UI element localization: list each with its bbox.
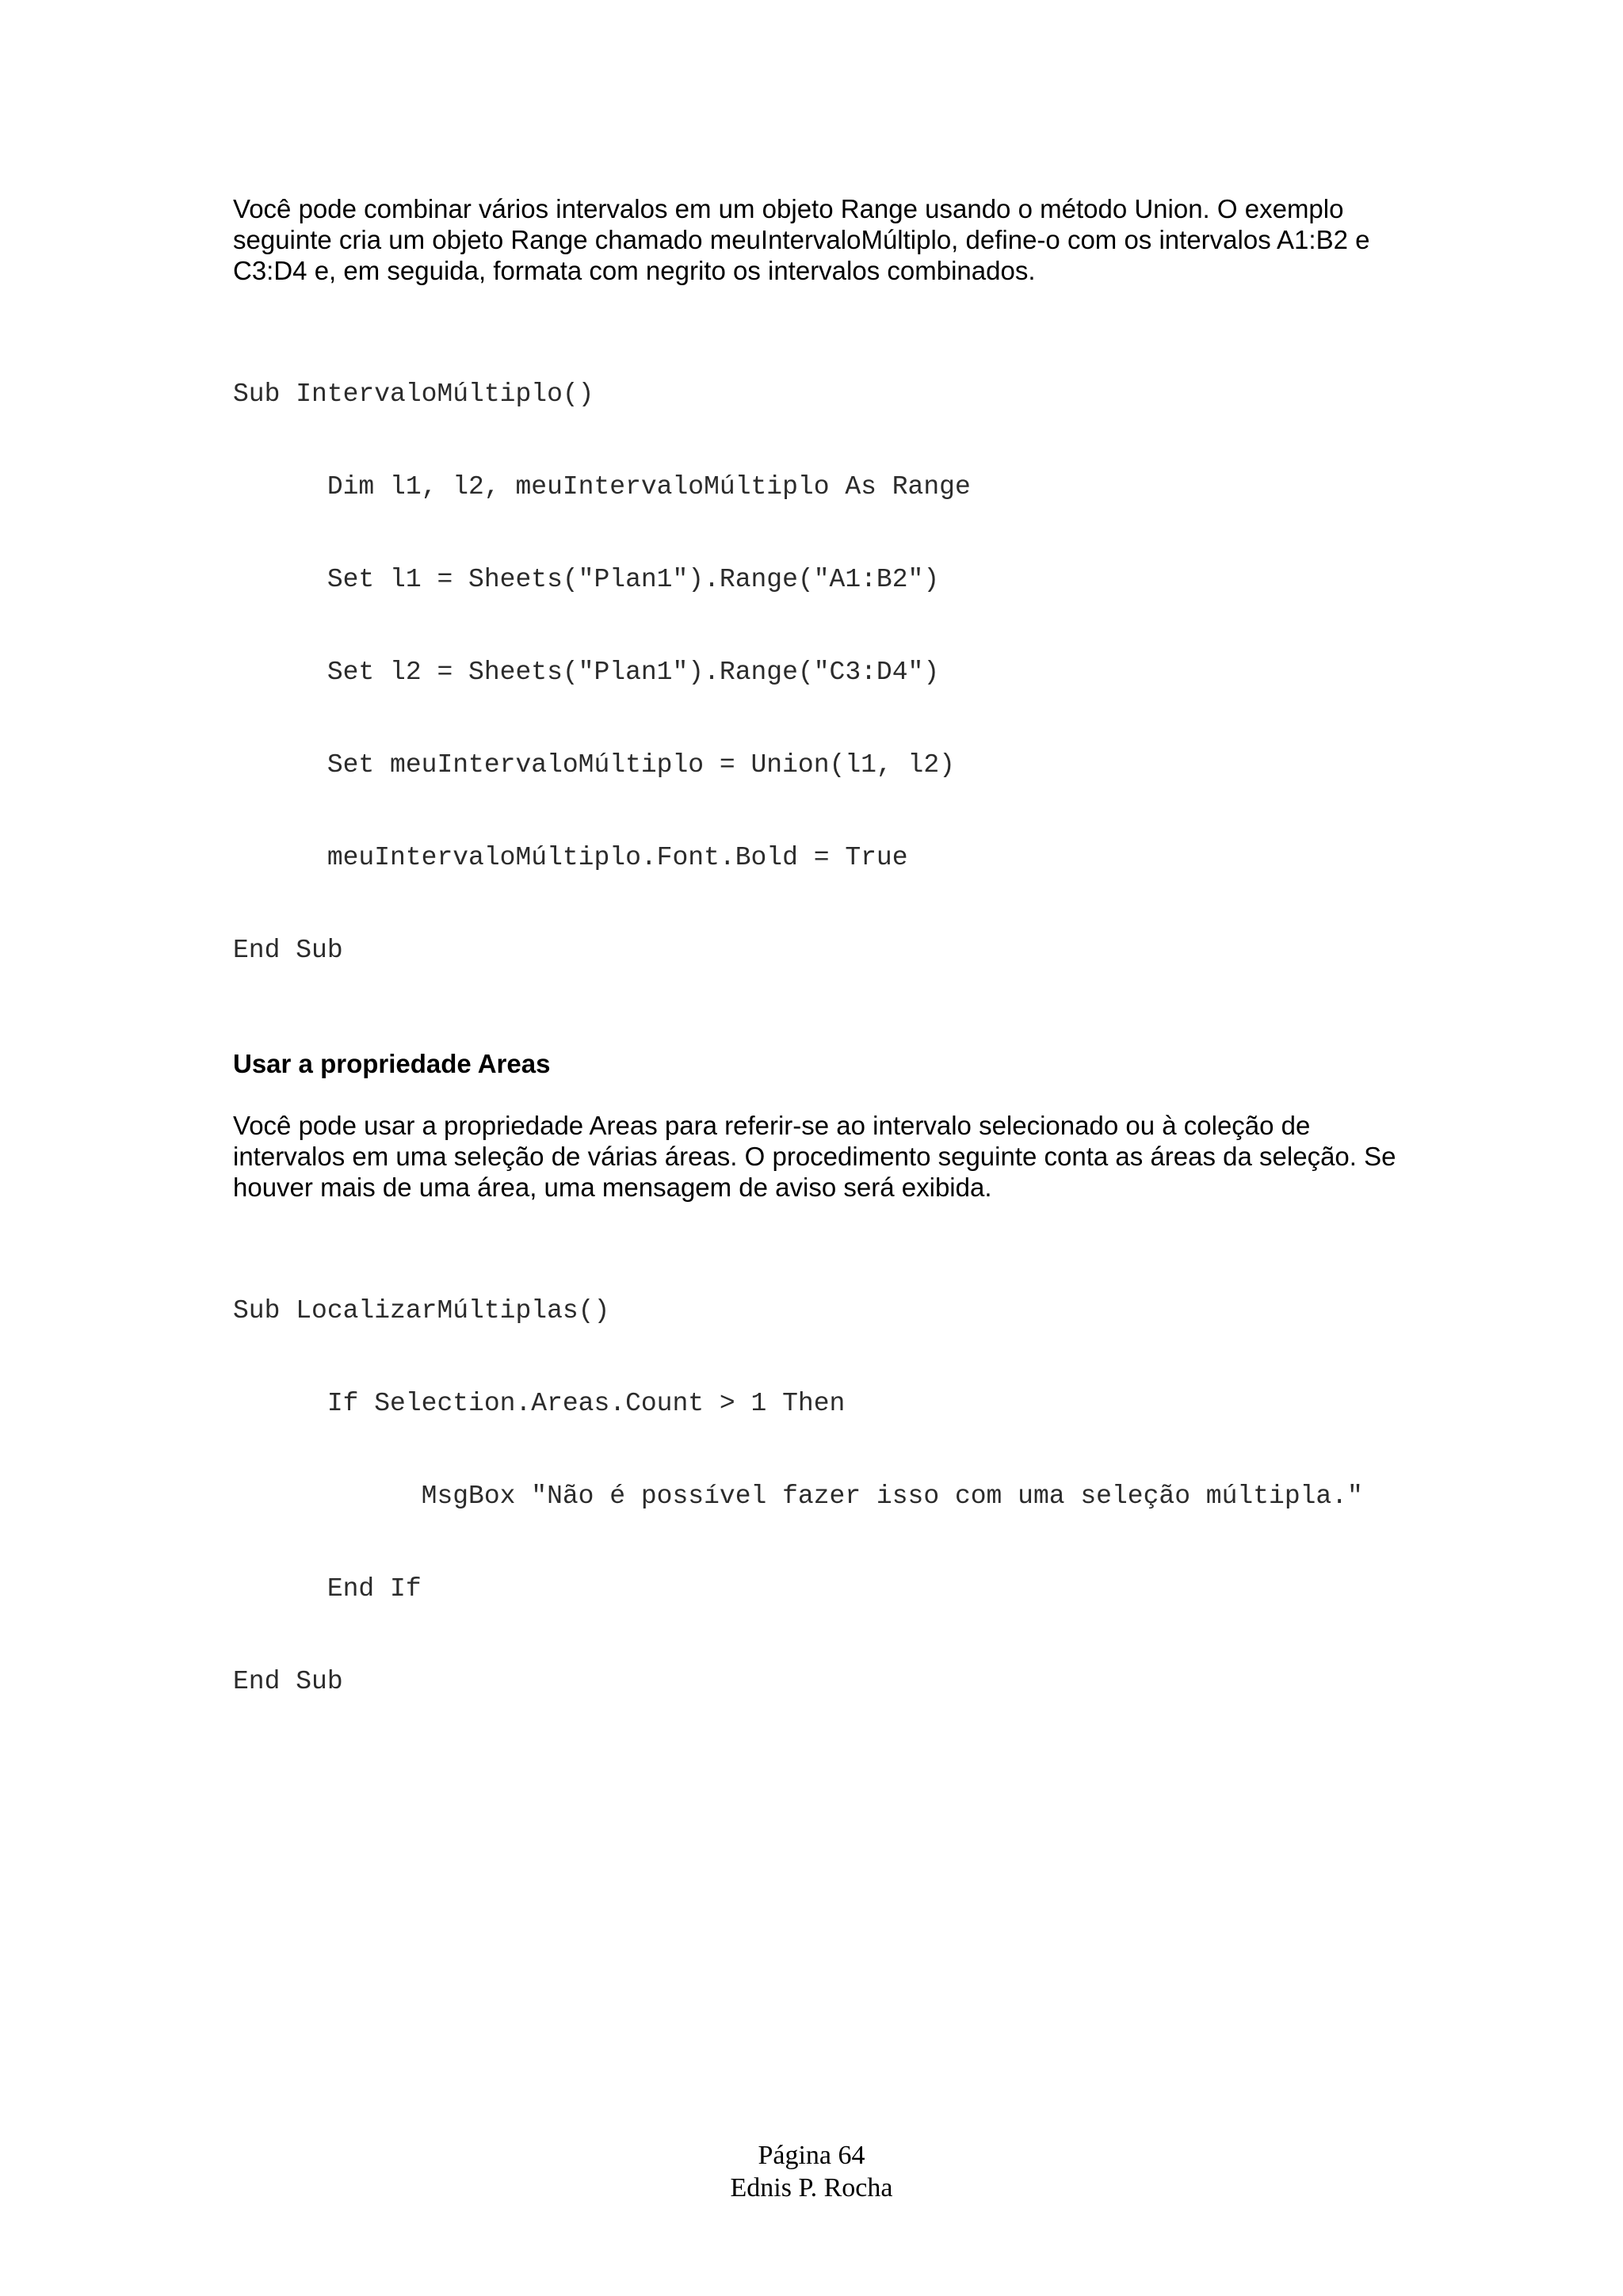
code-block-localizar-multiplas — [233, 1234, 1485, 1759]
code-line: End Sub — [233, 936, 343, 965]
code-line: Sub LocalizarMúltiplas() — [233, 1296, 610, 1325]
paragraph-line: intervalos em uma seleção de várias áreas. O procedimento seguinte conta as áreas da seleção. Se — [233, 1142, 1396, 1171]
paragraph-line: C3:D4 e, em seguida, formata com negrito os intervalos combinados. — [233, 256, 1036, 285]
paragraph-line: seguinte cria um objeto Range chamado meuIntervaloMúltiplo, define-o com os intervalos A1:B2 e — [233, 225, 1370, 254]
paragraph-line: Você pode usar a propriedade Areas para referir-se ao intervalo selecionado ou à coleção de — [233, 1111, 1311, 1140]
code-line: End If — [233, 1574, 422, 1604]
code-line: meuIntervaloMúltiplo.Font.Bold = True — [233, 843, 908, 872]
code-block-intervalo-multiplo — [233, 317, 1485, 1028]
code-line: If Selection.Areas.Count > 1 Then — [233, 1389, 846, 1418]
areas-paragraph — [233, 1110, 1485, 1203]
code-line: End Sub — [233, 1667, 343, 1696]
section-heading: Usar a propriedade Areas — [233, 1049, 551, 1078]
author-name: Ednis P. Rocha — [730, 2173, 893, 2203]
paragraph-line: Você pode combinar vários intervalos em um objeto Range usando o método Union. O exemplo — [233, 194, 1344, 223]
code-line: Set l2 = Sheets("Plan1").Range("C3:D4") — [233, 658, 940, 687]
page-number: Página 64 — [758, 2141, 865, 2170]
code-line: Set l1 = Sheets("Plan1").Range("A1:B2") — [233, 565, 940, 594]
paragraph-line: houver mais de uma área, uma mensagem de aviso será exibida. — [233, 1173, 992, 1202]
code-line: Set meuIntervaloMúltiplo = Union(l1, l2) — [233, 750, 955, 780]
intro-paragraph — [233, 193, 1485, 286]
code-line: Dim l1, l2, meuIntervaloMúltiplo As Range — [233, 472, 971, 502]
code-line: Sub IntervaloMúltiplo() — [233, 379, 594, 409]
page-footer — [0, 2139, 1623, 2204]
code-line: MsgBox "Não é possível fazer isso com uma seleção múltipla." — [233, 1482, 1363, 1511]
page-content — [233, 193, 1485, 1759]
